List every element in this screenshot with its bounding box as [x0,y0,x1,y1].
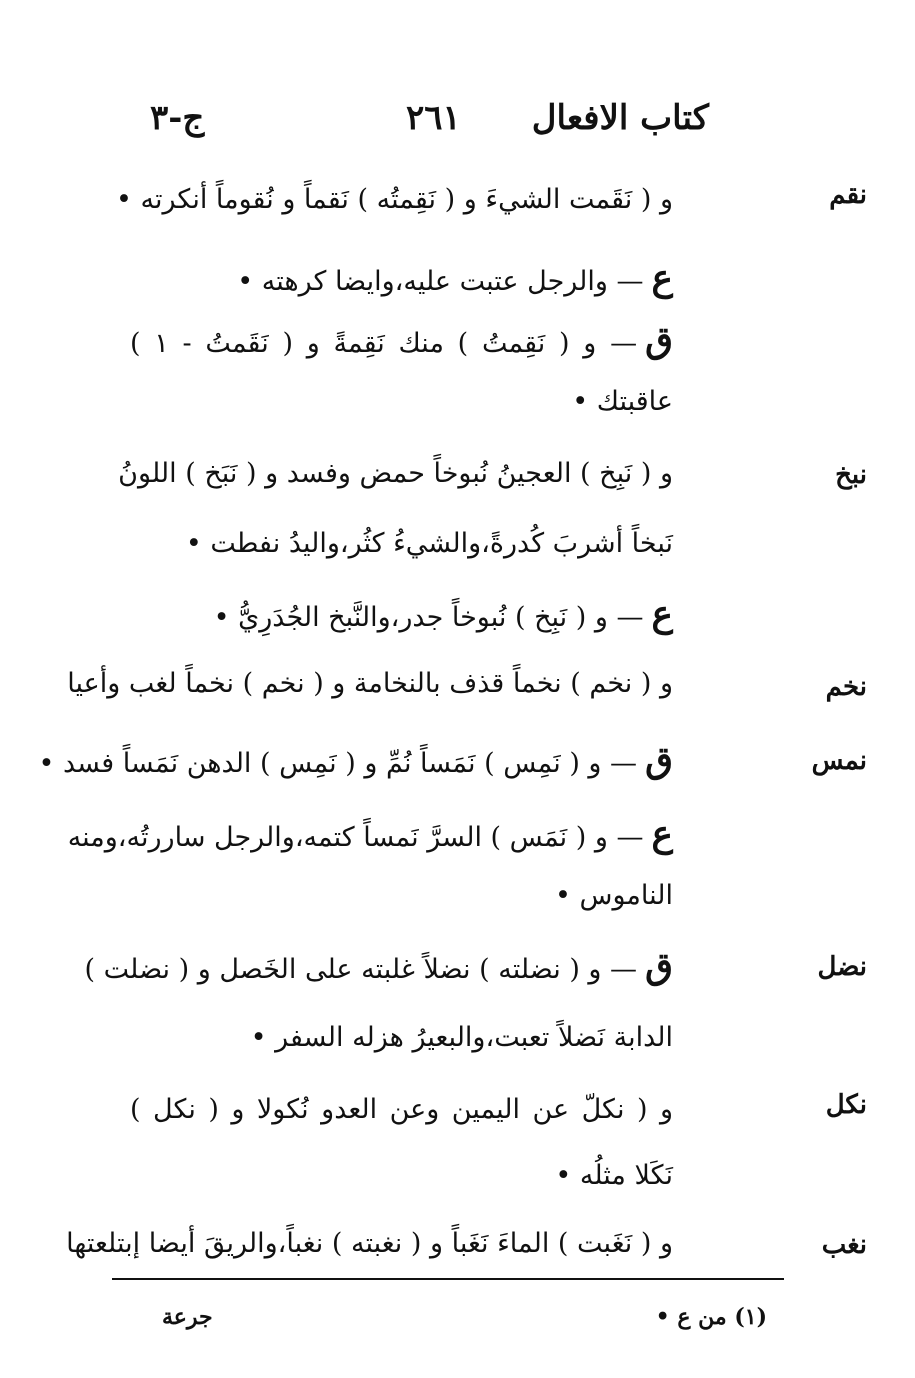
source-mark: ع [651,813,673,855]
entry-line: و ( نَغَبت ) الماءَ نَغَباً و ( نغبته ) نغباً،والريقَ أيضا إبتلعتها [66,1228,673,1259]
entry-line: ق— و ( نَمِس ) نَمَساً نُمِّ و ( نَمِس ) الدهن نَمَساً فسد • [38,739,673,781]
entry-line: و ( نخم ) نخماً قذف بالنخامة و ( نخم ) نخماً لغب وأعيا [67,668,673,699]
entry-line: و ( نَبِخ ) العجينُ نُبوخاً حمض وفسد و ( نَبَخ ) اللونُ [118,458,673,489]
keyword-nkhm: نخم [825,672,867,702]
source-mark: ق [645,739,673,781]
keyword-nqm: نقم [829,180,867,210]
footnote-text: جرعة [162,1304,213,1330]
entry-line: الناموس • [555,880,673,911]
footnote-divider [112,1278,784,1280]
entry-line: ع— و ( نَبِخ ) نُبوخاً جدر،والنَّبخ الجُدَرِيُّ • [213,593,673,635]
keyword-nms: نمس [811,746,867,776]
entry-line: نَكَلا مثلُه • [555,1160,673,1191]
page-number: ٢٦١ [406,98,461,138]
source-mark: ق [645,945,673,987]
entry-line: ع— و ( نَمَس ) السرَّ نَمساً كتمه،والرجل ساررتُه،ومنه [67,813,673,855]
entry-line: ق— و ( نَقِمتُ ) منك نَقِمةً و ( نَقَمتُ - ١ ) [130,319,674,361]
keyword-nbkh: نبخ [835,460,867,490]
volume-label: ج-٣ [150,98,205,138]
entry-line: ق— و ( نضلته ) نضلاً غلبته على الخَصل و ( نضلت ) [84,945,673,987]
entry-line: ع— والرجل عتبت عليه،وايضا كرهته • [237,257,673,299]
keyword-nkl: نكل [825,1090,867,1120]
entry-line: و ( نَقَمت الشيءَ و ( نَقِمتُه ) نَقماً و نُقوماً أنكرته • [116,184,673,215]
footnote-reference: (١) من ع • [655,1304,767,1330]
entry-line: و ( نكلّ عن اليمين وعن العدو نُكولا و ( نكل ) [130,1094,673,1125]
keyword-ndl: نضل [817,952,867,982]
source-mark: ع [651,593,673,635]
keyword-ngb: نغب [821,1230,867,1260]
entry-line: الدابة نَضلاً تعبت،والبعيرُ هزله السفر • [250,1022,673,1053]
source-mark: ع [651,257,673,299]
entry-line: عاقبتك • [572,386,673,417]
book-title: كتاب الافعال [531,98,709,138]
source-mark: ق [645,319,674,361]
entry-line: نَبخاً أشربَ كُدرةً،والشيءُ كثُر،واليدُ نفطت • [185,528,673,559]
